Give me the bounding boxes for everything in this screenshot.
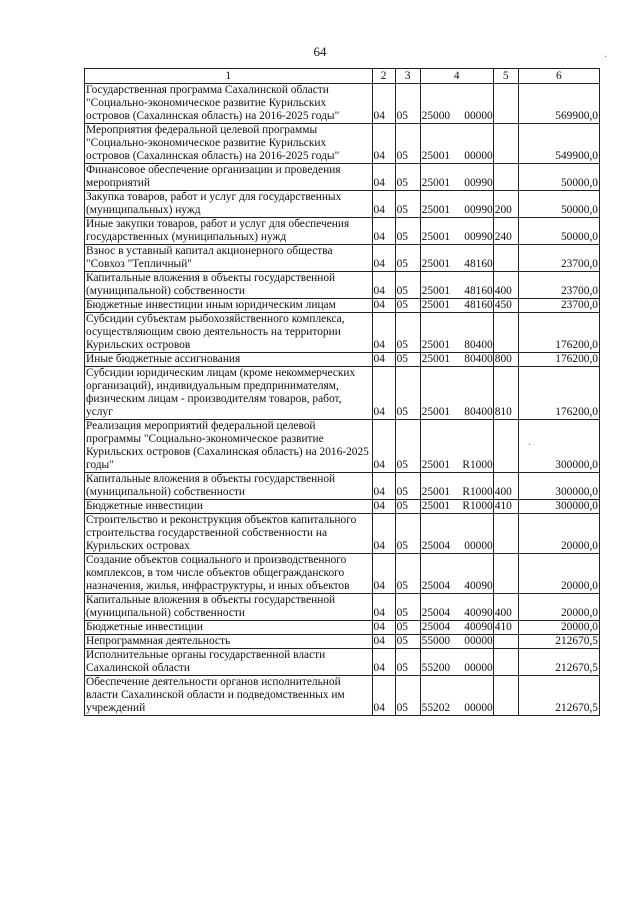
row-code-subsection: 05 xyxy=(395,313,420,353)
table-row xyxy=(85,514,600,554)
row-code-target-b: 00000 xyxy=(457,676,494,716)
header-col-1: 1 xyxy=(85,69,373,84)
row-code-expense-type xyxy=(493,245,518,272)
row-amount: 300000,0 xyxy=(518,420,599,473)
row-amount: 20000,0 xyxy=(518,594,599,621)
row-code-section: 04 xyxy=(372,272,395,299)
row-code-target-a: 25001 xyxy=(420,245,457,272)
row-amount: 300000,0 xyxy=(518,500,599,514)
row-amount: 176200,0 xyxy=(518,353,599,367)
row-code-target-b: 00990 xyxy=(457,164,494,191)
row-code-expense-type xyxy=(493,164,518,191)
row-code-section: 04 xyxy=(372,245,395,272)
row-code-section: 04 xyxy=(372,676,395,716)
row-code-subsection: 05 xyxy=(395,635,420,649)
row-code-section: 04 xyxy=(372,594,395,621)
row-code-subsection: 05 xyxy=(395,191,420,218)
header-col-5: 5 xyxy=(493,69,518,84)
row-code-expense-type: 400 xyxy=(493,272,518,299)
table-body xyxy=(85,84,600,716)
row-code-target-a: 55000 xyxy=(420,635,457,649)
row-code-section: 04 xyxy=(372,124,395,164)
table-row xyxy=(85,353,600,367)
row-code-expense-type xyxy=(493,514,518,554)
row-code-target-a: 25001 xyxy=(420,420,457,473)
row-code-target-b: 48160 xyxy=(457,245,494,272)
table-row xyxy=(85,164,600,191)
row-code-expense-type: 400 xyxy=(493,473,518,500)
table-row xyxy=(85,594,600,621)
row-code-section: 04 xyxy=(372,649,395,676)
table-row xyxy=(85,500,600,514)
row-code-section: 04 xyxy=(372,500,395,514)
row-code-expense-type: 450 xyxy=(493,299,518,313)
row-amount: 569900,0 xyxy=(518,84,599,124)
row-code-section: 04 xyxy=(372,420,395,473)
row-name: Капитальные вложения в объекты государственной (муниципальной) собственности xyxy=(85,594,373,621)
row-code-target-a: 25000 xyxy=(420,84,457,124)
row-code-subsection: 05 xyxy=(395,367,420,420)
row-code-target-b: 00990 xyxy=(457,218,494,245)
row-amount: 20000,0 xyxy=(518,514,599,554)
table-row xyxy=(85,473,600,500)
row-code-target-b: 80400 xyxy=(457,313,494,353)
table-header-row xyxy=(85,69,600,84)
row-amount: 300000,0 xyxy=(518,473,599,500)
row-amount: 20000,0 xyxy=(518,554,599,594)
table-row xyxy=(85,621,600,635)
row-code-section: 04 xyxy=(372,218,395,245)
row-code-target-a: 25004 xyxy=(420,554,457,594)
row-amount: 176200,0 xyxy=(518,313,599,353)
row-name: Мероприятия федеральной целевой программы "Социально-экономическое развитие Курильских островов (Сахалинская область) на 2016-2025 годы" xyxy=(85,124,373,164)
row-code-section: 04 xyxy=(372,299,395,313)
header-col-6: 6 xyxy=(518,69,599,84)
table-row xyxy=(85,272,600,299)
row-code-section: 04 xyxy=(372,84,395,124)
row-code-subsection: 05 xyxy=(395,353,420,367)
row-code-expense-type: 410 xyxy=(493,621,518,635)
row-code-target-a: 25001 xyxy=(420,164,457,191)
row-code-target-b: 00000 xyxy=(457,84,494,124)
row-code-expense-type: 410 xyxy=(493,500,518,514)
row-code-expense-type xyxy=(493,554,518,594)
row-code-subsection: 05 xyxy=(395,514,420,554)
row-code-expense-type: 200 xyxy=(493,191,518,218)
row-amount: 212670,5 xyxy=(518,649,599,676)
row-code-target-b: 00990 xyxy=(457,191,494,218)
row-code-expense-type: 400 xyxy=(493,594,518,621)
row-code-target-b: 80400 xyxy=(457,367,494,420)
row-name: Взнос в уставный капитал акционерного общества "Совхоз "Тепличный" xyxy=(85,245,373,272)
row-name: Исполнительные органы государственной власти Сахалинской области xyxy=(85,649,373,676)
row-code-target-a: 55200 xyxy=(420,649,457,676)
row-code-target-b: R1000 xyxy=(457,420,494,473)
table-row xyxy=(85,245,600,272)
row-amount: 50000,0 xyxy=(518,164,599,191)
row-code-target-b: 40090 xyxy=(457,554,494,594)
row-code-subsection: 05 xyxy=(395,594,420,621)
row-name: Бюджетные инвестиции xyxy=(85,500,373,514)
row-code-target-a: 25001 xyxy=(420,367,457,420)
row-code-subsection: 05 xyxy=(395,473,420,500)
row-code-expense-type xyxy=(493,124,518,164)
table-row xyxy=(85,676,600,716)
row-name: Капитальные вложения в объекты государственной (муниципальной) собственности xyxy=(85,272,373,299)
row-code-target-a: 25001 xyxy=(420,218,457,245)
row-code-target-a: 25004 xyxy=(420,514,457,554)
table-row xyxy=(85,124,600,164)
row-code-subsection: 05 xyxy=(395,554,420,594)
row-name: Бюджетные инвестиции иным юридическим лицам xyxy=(85,299,373,313)
row-code-target-b: 40090 xyxy=(457,621,494,635)
table-row xyxy=(85,554,600,594)
row-code-target-a: 25004 xyxy=(420,621,457,635)
row-code-target-a: 25001 xyxy=(420,299,457,313)
row-code-subsection: 05 xyxy=(395,124,420,164)
row-code-target-b: 40090 xyxy=(457,594,494,621)
row-name: Строительство и реконструкция объектов капитального строительства государственной собственности на Курильских островах xyxy=(85,514,373,554)
row-code-expense-type: 240 xyxy=(493,218,518,245)
table-row xyxy=(85,84,600,124)
row-code-section: 04 xyxy=(372,635,395,649)
row-name: Непрограммная деятельность xyxy=(85,635,373,649)
row-name: Создание объектов социального и производственного комплексов, в том числе объектов общегражданского назначения, жилья, инфраструктуры, и иных объектов xyxy=(85,554,373,594)
row-name: Реализация мероприятий федеральной целевой программы "Социально-экономическое развитие Курильских островов (Сахалинская область) на 2016-2025 годы" xyxy=(85,420,373,473)
row-code-target-b: R1000 xyxy=(457,500,494,514)
row-code-section: 04 xyxy=(372,164,395,191)
row-amount: 176200,0 xyxy=(518,367,599,420)
row-code-target-a: 25001 xyxy=(420,313,457,353)
row-code-subsection: 05 xyxy=(395,621,420,635)
row-code-target-a: 25001 xyxy=(420,353,457,367)
table-row xyxy=(85,313,600,353)
row-name: Обеспечение деятельности органов исполнительной власти Сахалинской области и подведомственных им учреждений xyxy=(85,676,373,716)
row-amount: 50000,0 xyxy=(518,218,599,245)
row-code-target-b: 00000 xyxy=(457,649,494,676)
row-amount: 212670,5 xyxy=(518,635,599,649)
row-name: Иные бюджетные ассигнования xyxy=(85,353,373,367)
row-name: Финансовое обеспечение организации и проведения мероприятий xyxy=(85,164,373,191)
table-row xyxy=(85,299,600,313)
row-code-target-a: 25001 xyxy=(420,191,457,218)
row-amount: 549900,0 xyxy=(518,124,599,164)
row-code-subsection: 05 xyxy=(395,218,420,245)
header-col-4: 4 xyxy=(420,69,493,84)
row-code-subsection: 05 xyxy=(395,245,420,272)
row-name: Субсидии юридическим лицам (кроме некоммерческих организаций), индивидуальным предпринимателям, физическим лицам - производителям товаров, работ, услуг xyxy=(85,367,373,420)
row-code-target-b: 00000 xyxy=(457,124,494,164)
row-name: Государственная программа Сахалинской области "Социально-экономическое развитие Курильских островов (Сахалинская область) на 2016-2025 годы" xyxy=(85,84,373,124)
row-code-target-a: 25004 xyxy=(420,594,457,621)
page-number: 64 xyxy=(313,44,327,59)
row-code-subsection: 05 xyxy=(395,299,420,313)
row-code-section: 04 xyxy=(372,313,395,353)
row-name: Субсидии субъектам рыбохозяйственного комплекса, осуществляющим свою деятельность на территории Курильских островов xyxy=(85,313,373,353)
row-code-subsection: 05 xyxy=(395,676,420,716)
header-col-3: 3 xyxy=(395,69,420,84)
row-code-target-a: 55202 xyxy=(420,676,457,716)
scan-mark: · xyxy=(604,52,608,63)
row-code-target-a: 25001 xyxy=(420,500,457,514)
row-code-target-b: 00000 xyxy=(457,514,494,554)
row-code-expense-type: 800 xyxy=(493,353,518,367)
row-amount: 20000,0 xyxy=(518,621,599,635)
row-code-expense-type xyxy=(493,84,518,124)
table-row xyxy=(85,218,600,245)
row-code-expense-type xyxy=(493,635,518,649)
row-code-expense-type xyxy=(493,313,518,353)
row-code-section: 04 xyxy=(372,367,395,420)
row-code-subsection: 05 xyxy=(395,500,420,514)
row-code-target-b: 80400 xyxy=(457,353,494,367)
row-code-section: 04 xyxy=(372,353,395,367)
row-code-target-a: 25001 xyxy=(420,124,457,164)
header-col-2: 2 xyxy=(372,69,395,84)
row-code-section: 04 xyxy=(372,514,395,554)
row-amount: 50000,0 xyxy=(518,191,599,218)
row-code-subsection: 05 xyxy=(395,164,420,191)
row-code-expense-type xyxy=(493,649,518,676)
row-code-subsection: 05 xyxy=(395,84,420,124)
row-code-target-a: 25001 xyxy=(420,473,457,500)
row-code-section: 04 xyxy=(372,191,395,218)
row-amount: 23700,0 xyxy=(518,272,599,299)
row-code-expense-type xyxy=(493,676,518,716)
row-code-subsection: 05 xyxy=(395,420,420,473)
row-code-target-b: R1000 xyxy=(457,473,494,500)
budget-table xyxy=(84,68,600,716)
row-name: Иные закупки товаров, работ и услуг для обеспечения государственных (муниципальных) нужд xyxy=(85,218,373,245)
scan-mark: · xyxy=(528,440,532,451)
row-code-section: 04 xyxy=(372,554,395,594)
row-code-target-b: 00000 xyxy=(457,635,494,649)
row-code-section: 04 xyxy=(372,621,395,635)
row-code-target-b: 48160 xyxy=(457,272,494,299)
row-name: Капитальные вложения в объекты государственной (муниципальной) собственности xyxy=(85,473,373,500)
table-row xyxy=(85,420,600,473)
table-row xyxy=(85,367,600,420)
row-name: Бюджетные инвестиции xyxy=(85,621,373,635)
row-code-section: 04 xyxy=(372,473,395,500)
row-code-target-b: 48160 xyxy=(457,299,494,313)
row-amount: 23700,0 xyxy=(518,299,599,313)
row-amount: 212670,5 xyxy=(518,676,599,716)
row-code-expense-type: 810 xyxy=(493,367,518,420)
row-code-expense-type xyxy=(493,420,518,473)
row-code-subsection: 05 xyxy=(395,272,420,299)
row-amount: 23700,0 xyxy=(518,245,599,272)
table-row xyxy=(85,635,600,649)
row-name: Закупка товаров, работ и услуг для государственных (муниципальных) нужд xyxy=(85,191,373,218)
table-row xyxy=(85,191,600,218)
table-row xyxy=(85,649,600,676)
row-code-subsection: 05 xyxy=(395,649,420,676)
row-code-target-a: 25001 xyxy=(420,272,457,299)
